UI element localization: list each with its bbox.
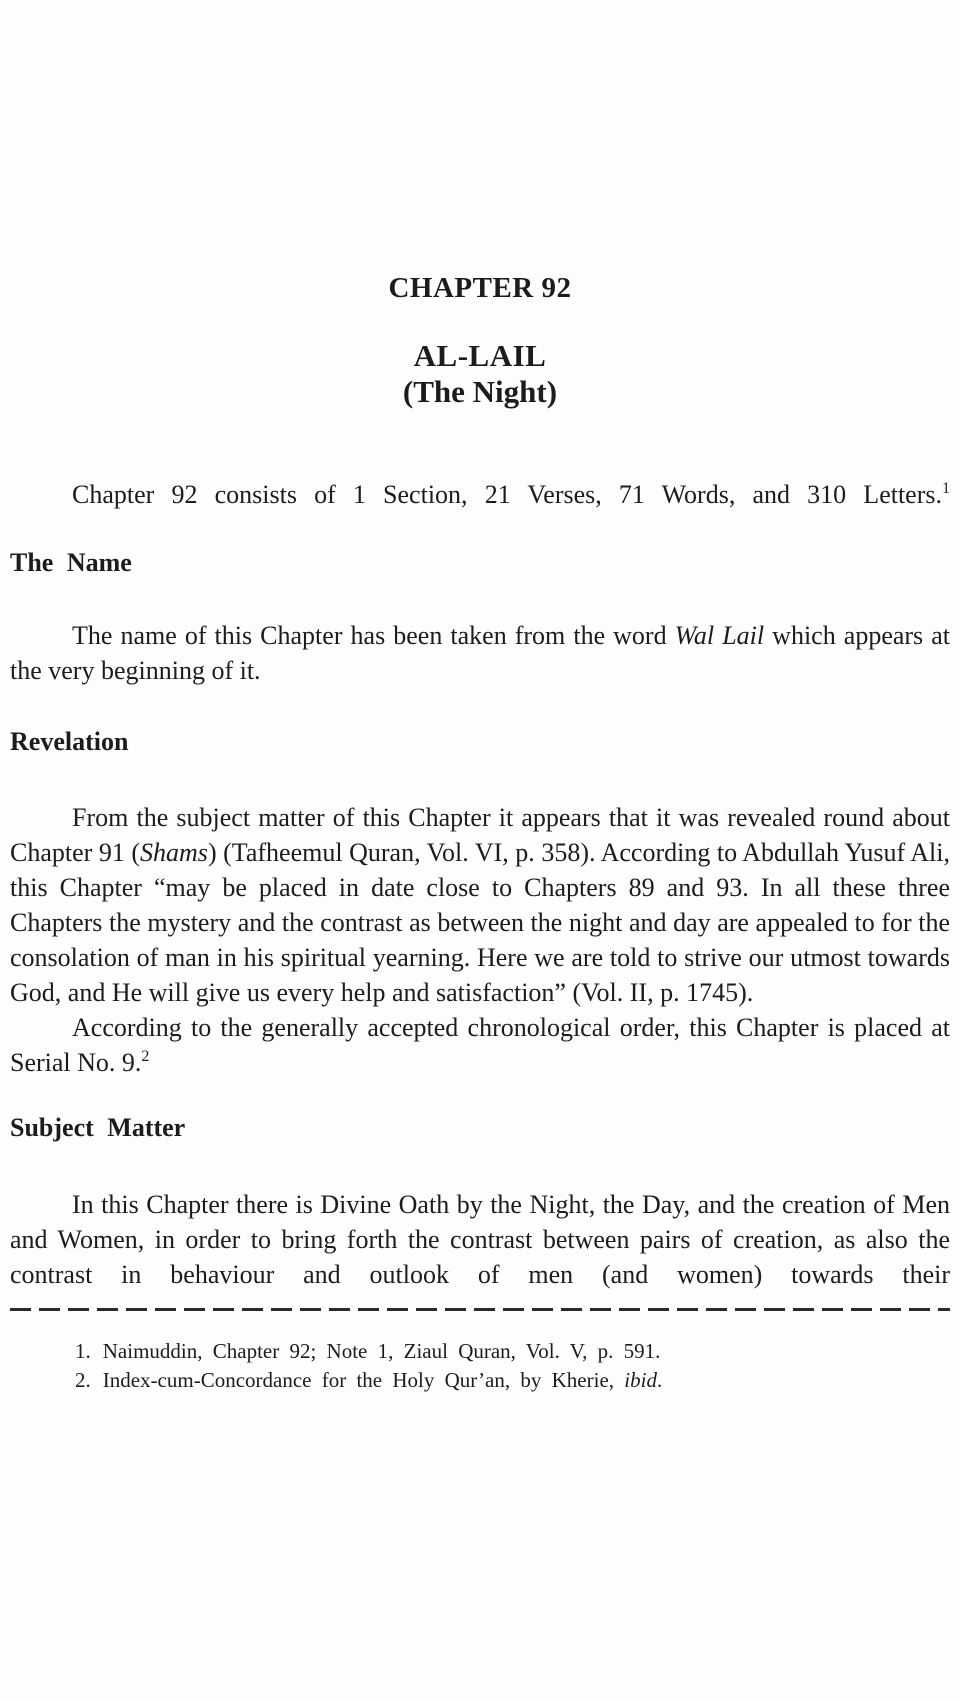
intro-text: Chapter 92 consists of 1 Section, 21 Verses, 71 Words, and 310 Letters. bbox=[72, 480, 942, 509]
revelation-paragraph-2 bbox=[10, 1010, 950, 1080]
footnote-2-text: Index-cum-Concordance for the Holy Qur’an, by Kherie, bbox=[102, 1368, 625, 1392]
footnote-1 bbox=[75, 1337, 950, 1366]
subject-matter-paragraph: In this Chapter there is Divine Oath by the Night, the Day, and the creation of Men and Women, in order to bring forth the contrast between pairs of creation, as also the contrast in behaviour and outlook of men (and women) towards their bbox=[10, 1190, 950, 1289]
footnotes-block bbox=[10, 1337, 950, 1395]
chapter-title: AL-LAIL bbox=[413, 338, 547, 373]
footnote-1-text: Naimuddin, Chapter 92; Note 1, Ziaul Quran, Vol. V, p. 591. bbox=[102, 1339, 661, 1363]
italic-term-wal-lail: Wal Lail bbox=[674, 621, 765, 650]
italic-term-ibid: ibid bbox=[624, 1368, 657, 1392]
footnote-separator-line bbox=[10, 1308, 950, 1311]
chapter-subtitle: (The Night) bbox=[402, 374, 558, 409]
footnote-ref-2: 2 bbox=[141, 1048, 150, 1065]
italic-term-shams: Shams bbox=[140, 838, 208, 867]
book-page bbox=[0, 272, 960, 1395]
intro-paragraph bbox=[10, 477, 950, 512]
section-heading-revelation: Revelation bbox=[10, 727, 129, 756]
section-heading-the-name: The Name bbox=[10, 548, 132, 577]
revelation-paragraph-2-text: According to the generally accepted chronological order, this Chapter is placed at Serial No. 9. bbox=[10, 1013, 950, 1077]
chapter-label: CHAPTER 92 bbox=[388, 272, 572, 304]
revelation-paragraph-1-pre: From the subject matter of this Chapter it appears that it was revealed round about Chapter 91 ( bbox=[10, 803, 950, 867]
footnote-2-post: . bbox=[656, 1368, 663, 1392]
revelation-paragraph-1-post: ) (Tafheemul Quran, Vol. VI, p. 358). According to Abdullah Yusuf Ali, this Chapter “may be placed in date close to Chapters 89 and 93. In all these three Chapters the mystery and the contrast as between the night and day are appealed to for the consolation of man in his spiritual yearning. Here we are told to strive our utmost towards God, and He will give us every help and satisfaction” (Vol. II, p. 1745). bbox=[10, 838, 950, 1007]
name-paragraph bbox=[10, 618, 950, 688]
revelation-paragraph-1 bbox=[10, 800, 950, 1010]
name-paragraph-post: which appears at the very beginning of it. bbox=[10, 621, 950, 685]
section-heading-subject-matter: Subject Matter bbox=[10, 1113, 186, 1142]
name-paragraph-pre: The name of this Chapter has been taken from the word bbox=[72, 621, 675, 650]
footnote-1-marker: 1. bbox=[75, 1339, 91, 1363]
footnote-2 bbox=[75, 1366, 950, 1395]
footnote-ref-1: 1 bbox=[942, 480, 950, 497]
footnote-2-marker: 2. bbox=[75, 1368, 91, 1392]
